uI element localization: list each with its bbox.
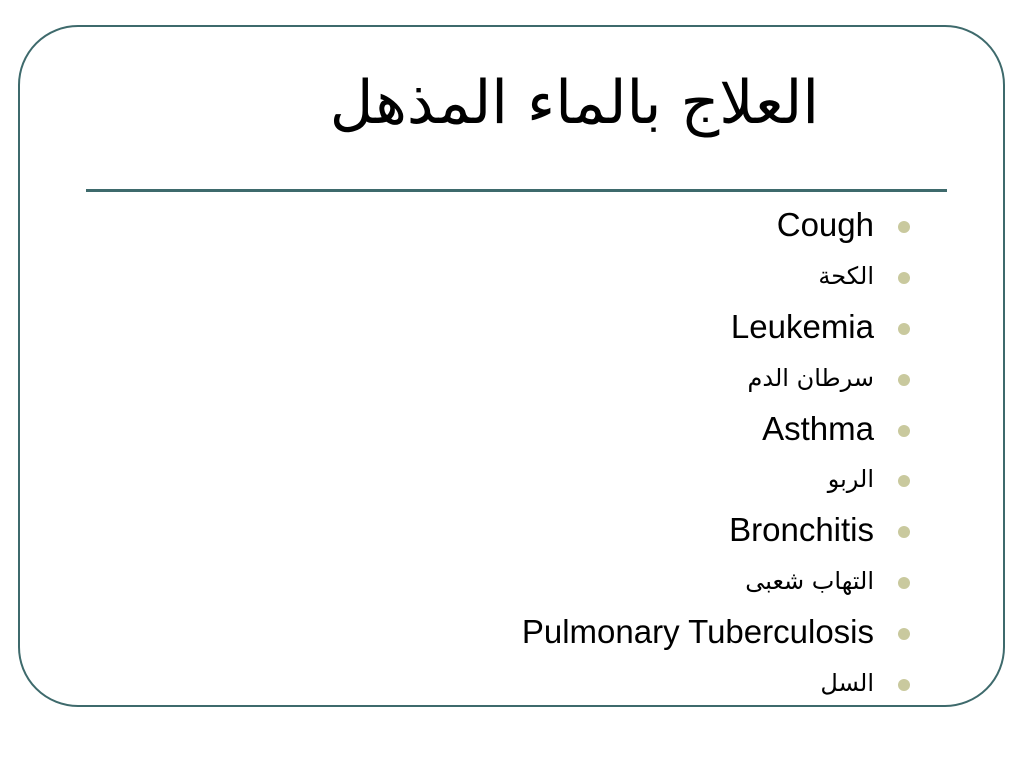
list-item bbox=[522, 352, 874, 403]
list-item bbox=[522, 454, 874, 505]
circle-bullet-icon bbox=[898, 577, 910, 589]
list-item bbox=[522, 556, 874, 607]
list-item bbox=[522, 251, 874, 302]
list-item bbox=[522, 302, 874, 353]
circle-bullet-icon bbox=[898, 425, 910, 437]
bullet-text: Asthma bbox=[762, 409, 874, 447]
circle-bullet-icon bbox=[898, 323, 910, 335]
bullet-list bbox=[522, 200, 874, 708]
bullet-text: Leukemia bbox=[730, 307, 874, 345]
bullet-text: التهاب شعبى bbox=[745, 566, 874, 595]
bullet-text: Bronchitis bbox=[729, 511, 874, 549]
list-item bbox=[522, 657, 874, 708]
bullet-text: الربو bbox=[827, 465, 874, 494]
list-item bbox=[522, 606, 874, 657]
circle-bullet-icon bbox=[898, 374, 910, 386]
list-item bbox=[522, 505, 874, 556]
bullet-text: الكحة bbox=[818, 262, 874, 291]
list-item bbox=[522, 403, 874, 454]
slide-title: العلاج بالماء المذهل bbox=[329, 68, 819, 138]
list-item bbox=[522, 200, 874, 251]
bullet-text: Pulmonary Tuberculosis bbox=[521, 612, 874, 650]
bullet-text: Cough bbox=[776, 206, 874, 244]
bullet-text: السل bbox=[820, 668, 874, 697]
circle-bullet-icon bbox=[898, 628, 910, 640]
bullet-text: سرطان الدم bbox=[747, 363, 874, 392]
title-divider bbox=[86, 189, 947, 192]
circle-bullet-icon bbox=[898, 679, 910, 691]
